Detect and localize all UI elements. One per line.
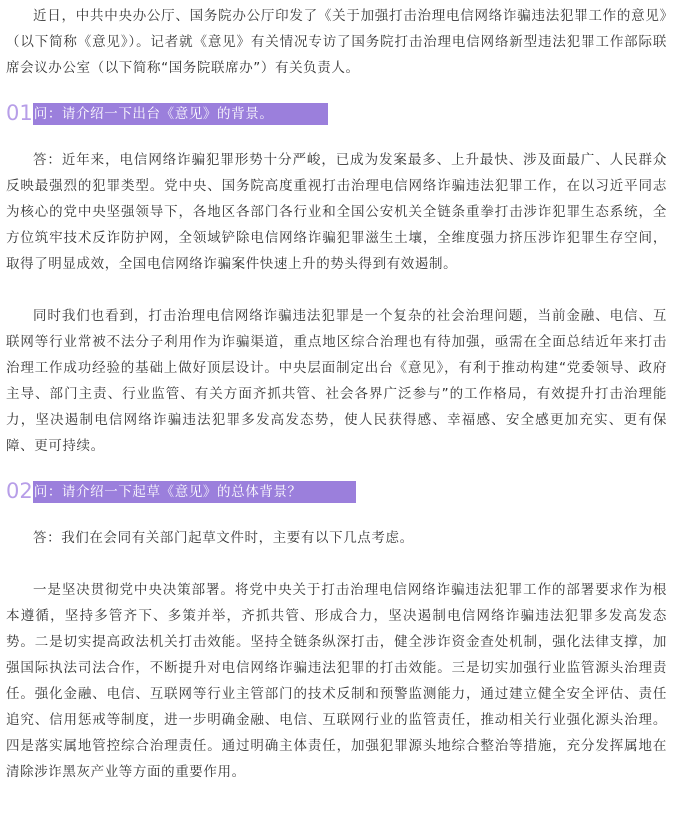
section-01-heading (6, 101, 328, 125)
section-01-answer-paragraph: 答：近年来，电信网络诈骗犯罪形势十分严峻，已成为发案最多、上升最快、涉及面最广、人民群众反映最强烈的犯罪类型。党中央、国务院高度重视打击治理电信网络诈骗违法犯罪工作，在以习近平同志为核心的党中央坚强领导下，各地区各部门各行业和全国公安机关全链条重拳打击涉诈犯罪生态系统，全方位筑牢技术反诈防护网，全领域铲除电信网络诈骗犯罪滋生土壤，全维度强力挤压涉诈犯罪生存空间，取得了明显成效，全国电信网络诈骗案件快速上升的势头得到有效遏制。 (6, 152, 667, 272)
section-01-number: 01 (6, 101, 33, 125)
intro-paragraph: 近日，中共中央办公厅、国务院办公厅印发了《关于加强打击治理电信网络诈骗违法犯罪工作的意见》（以下简称《意见》）。记者就《意见》有关情况专访了国务院打击治理电信网络新型违法犯罪工作部际联席会议办公室（以下简称“国务院联席办”）有关负责人。 (6, 8, 667, 76)
section-02-number: 02 (6, 479, 33, 503)
section-01-followup-paragraph: 同时我们也看到，打击治理电信网络诈骗违法犯罪是一个复杂的社会治理问题，当前金融、电信、互联网等行业常被不法分子利用作为诈骗渠道，重点地区综合治理也有待加强，亟需在全面总结近年来打击治理工作成功经验的基础上做好顶层设计。中央层面制定出台《意见》，有利于推动构建“党委领导、政府主导、部门主责、行业监管、有关方面齐抓共管、社会各界广泛参与”的工作格局，有效提升打击治理能力，坚决遏制电信网络诈骗违法犯罪多发高发态势，使人民获得感、幸福感、安全感更加充实、更有保障、更可持续。 (6, 308, 667, 454)
section-01-question: 问：请介绍一下出台《意见》的背景。 (33, 103, 328, 125)
section-02-answer-paragraph: 答：我们在会同有关部门起草文件时，主要有以下几点考虑。 (33, 530, 414, 546)
section-02-heading (6, 479, 356, 503)
section-02-question: 问：请介绍一下起草《意见》的总体背景？ (33, 481, 356, 503)
section-02-considerations-paragraph: 一是坚决贯彻党中央决策部署。将党中央关于打击治理电信网络诈骗违法犯罪工作的部署要求作为根本遵循，坚持多管齐下、多策并举，齐抓共管、形成合力，坚决遏制电信网络诈骗违法犯罪多发高发态势。二是切实提高政法机关打击效能。坚持全链条纵深打击，健全涉诈资金查处机制，强化法律支撑，加强国际执法司法合作，不断提升对电信网络诈骗违法犯罪的打击效能。三是切实加强行业监管源头治理责任。强化金融、电信、互联网等行业主管部门的技术反制和预警监测能力，通过建立健全安全评估、责任追究、信用惩戒等制度，进一步明确金融、电信、互联网行业的监管责任，推动相关行业强化源头治理。四是落实属地管控综合治理责任。通过明确主体责任，加强犯罪源头地综合整治等措施，充分发挥属地在清除涉诈黑灰产业等方面的重要作用。 (6, 582, 667, 780)
